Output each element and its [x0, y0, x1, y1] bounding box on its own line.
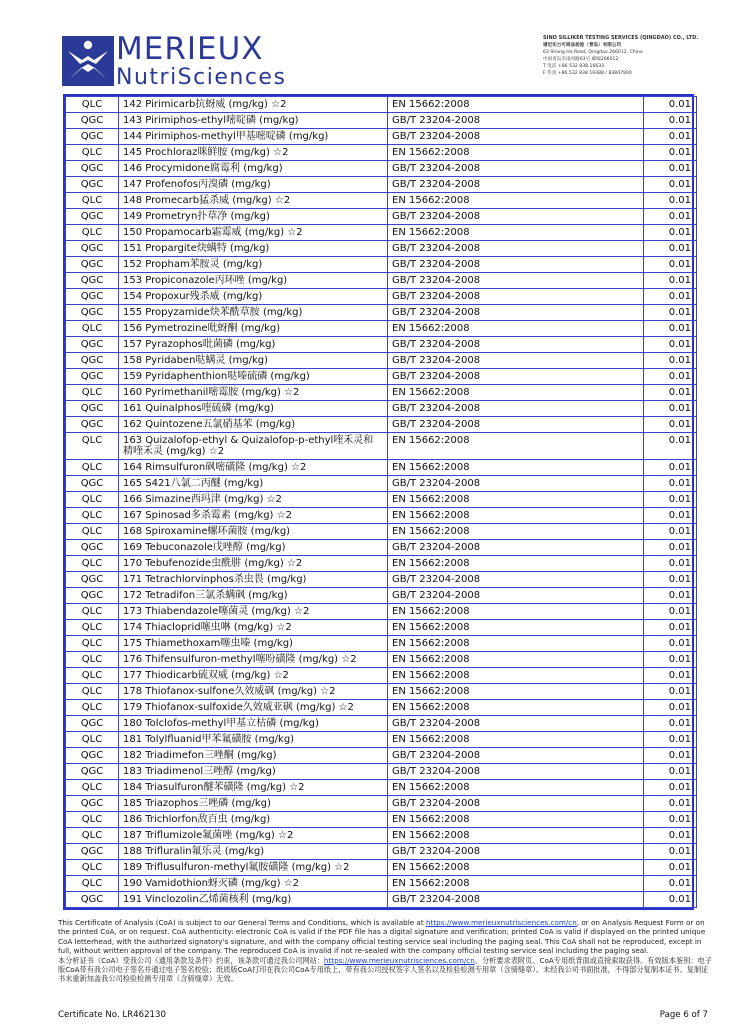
table-row [66, 321, 697, 337]
limit-cell: 0.01 [644, 524, 697, 540]
table-row [66, 193, 697, 209]
standard-cell: EN 15662:2008 [388, 145, 644, 161]
analyte-cell: 159 Pyridaphenthion哒嗪硫磷 (mg/kg) [119, 369, 388, 385]
analyte-cell: 142 Pirimicarb抗蚜威 (mg/kg) ☆2 [119, 97, 388, 113]
analyte-cell: 181 Tolylfluanid甲苯氟磺胺 (mg/kg) [119, 732, 388, 748]
standard-cell: EN 15662:2008 [388, 556, 644, 572]
limit-cell: 0.01 [644, 748, 697, 764]
method-type-cell: QGC [66, 572, 119, 588]
method-type-cell: QLC [66, 556, 119, 572]
method-type-cell: QLC [66, 460, 119, 476]
analyte-cell: 186 Trichlorfon敌百虫 (mg/kg) [119, 812, 388, 828]
standard-cell: EN 15662:2008 [388, 620, 644, 636]
standard-cell: EN 15662:2008 [388, 508, 644, 524]
limit-cell: 0.01 [644, 417, 697, 433]
table-row [66, 540, 697, 556]
limit-cell: 0.01 [644, 177, 697, 193]
limit-cell: 0.01 [644, 700, 697, 716]
table-row [66, 433, 697, 460]
method-type-cell: QLC [66, 700, 119, 716]
analyte-cell: 164 Rimsulfuron砜嘧磺隆 (mg/kg) ☆2 [119, 460, 388, 476]
standard-cell: EN 15662:2008 [388, 492, 644, 508]
table-row [66, 209, 697, 225]
limit-cell: 0.01 [644, 433, 697, 460]
page-header [0, 0, 730, 94]
standard-cell: GB/T 23204-2008 [388, 337, 644, 353]
method-type-cell: QLC [66, 636, 119, 652]
table-row [66, 257, 697, 273]
standard-cell: GB/T 23204-2008 [388, 417, 644, 433]
footer-text-cn-1: 本分析证书（CoA）受我公司《通用条款及条件》约束，该条款可通过我公司网站： [58, 955, 324, 965]
limit-cell: 0.01 [644, 492, 697, 508]
table-row [66, 716, 697, 732]
analyte-cell: 154 Propoxur残杀威 (mg/kg) [119, 289, 388, 305]
limit-cell: 0.01 [644, 684, 697, 700]
analyte-cell: 149 Prometryn扑草净 (mg/kg) [119, 209, 388, 225]
limit-cell: 0.01 [644, 209, 697, 225]
limit-cell: 0.01 [644, 716, 697, 732]
analyte-cell: 161 Quinalphos喹硫磷 (mg/kg) [119, 401, 388, 417]
table-row [66, 476, 697, 492]
limit-cell: 0.01 [644, 305, 697, 321]
table-row [66, 620, 697, 636]
table-row [66, 305, 697, 321]
standard-cell: GB/T 23204-2008 [388, 209, 644, 225]
standard-cell: EN 15662:2008 [388, 321, 644, 337]
analyte-cell: 166 Simazine西玛津 (mg/kg) ☆2 [119, 492, 388, 508]
method-type-cell: QGC [66, 353, 119, 369]
method-type-cell: QGC [66, 476, 119, 492]
standard-cell: EN 15662:2008 [388, 524, 644, 540]
analyte-cell: 167 Spinosad多杀霉素 (mg/kg) ☆2 [119, 508, 388, 524]
table-row [66, 812, 697, 828]
table-row [66, 524, 697, 540]
table-row [66, 892, 697, 908]
standard-cell: EN 15662:2008 [388, 385, 644, 401]
method-type-cell: QGC [66, 748, 119, 764]
table-row [66, 225, 697, 241]
standard-cell: EN 15662:2008 [388, 97, 644, 113]
limit-cell: 0.01 [644, 844, 697, 860]
standard-cell: GB/T 23204-2008 [388, 540, 644, 556]
method-type-cell: QGC [66, 369, 119, 385]
limit-cell: 0.01 [644, 876, 697, 892]
limit-cell: 0.01 [644, 668, 697, 684]
standard-cell: EN 15662:2008 [388, 828, 644, 844]
analyte-cell: 173 Thiabendazole噻菌灵 (mg/kg) ☆2 [119, 604, 388, 620]
table-row [66, 780, 697, 796]
table-row [66, 652, 697, 668]
method-type-cell: QGC [66, 796, 119, 812]
standard-cell: GB/T 23204-2008 [388, 716, 644, 732]
limit-cell: 0.01 [644, 289, 697, 305]
method-type-cell: QGC [66, 540, 119, 556]
table-row [66, 508, 697, 524]
footer-text-en-2: , or on Analysis Request Form or on the printed CoA, or on request. CoA authenticity: electronic CoA is valid if the PDF file has a digital signature and verification; printed CoA is valid if displayed on the printed unique CoA letterhead, with the authorized signatory's signature, and with the company official testing service seal including the paging seal. This CoA shall not be reproduced, except in full, without written approval of the company. The reproduced CoA is invalid if not re-sealed with the company official testing service seal including the paging seal. [58, 918, 706, 956]
analyte-cell: 185 Triazophos三唑磷 (mg/kg) [119, 796, 388, 812]
method-type-cell: QLC [66, 620, 119, 636]
company-name: SINO SILLIKER TESTING SERVICES (QINGDAO) CO., LTD. [543, 35, 699, 41]
table-row [66, 828, 697, 844]
table-row [66, 177, 697, 193]
results-table [65, 96, 697, 908]
standard-cell: GB/T 23204-2008 [388, 177, 644, 193]
analyte-cell: 179 Thiofanox-sulfoxide久效威亚砜 (mg/kg) ☆2 [119, 700, 388, 716]
limit-cell: 0.01 [644, 812, 697, 828]
limit-cell: 0.01 [644, 273, 697, 289]
standard-cell: GB/T 23204-2008 [388, 257, 644, 273]
limit-cell: 0.01 [644, 604, 697, 620]
limit-cell: 0.01 [644, 732, 697, 748]
limit-cell: 0.01 [644, 892, 697, 908]
table-row [66, 241, 697, 257]
limit-cell: 0.01 [644, 353, 697, 369]
analyte-cell: 190 Vamidothion蚜灭磷 (mg/kg) ☆2 [119, 876, 388, 892]
limit-cell: 0.01 [644, 129, 697, 145]
table-row [66, 129, 697, 145]
analyte-cell: 187 Triflumizole氟菌唑 (mg/kg) ☆2 [119, 828, 388, 844]
analyte-cell: 176 Thifensulfuron-methyl噻吩磺隆 (mg/kg) ☆2 [119, 652, 388, 668]
standard-cell: GB/T 23204-2008 [388, 401, 644, 417]
analyte-cell: 144 Pirimiphos-methyl甲基嘧啶磷 (mg/kg) [119, 129, 388, 145]
table-row [66, 860, 697, 876]
page-number: Page 6 of 7 [659, 1010, 708, 1020]
company-address-cn: 中国青岛市南河路63号 邮编266012 [543, 57, 619, 62]
limit-cell: 0.01 [644, 636, 697, 652]
standard-cell: EN 15662:2008 [388, 668, 644, 684]
footer-terms-link[interactable]: https://www.merieuxnutrisciences.com/cn [425, 918, 577, 927]
table-row [66, 401, 697, 417]
standard-cell: GB/T 23204-2008 [388, 353, 644, 369]
footer-chinese [58, 956, 713, 984]
brand-nutrisciences: NutriSciences [116, 65, 287, 90]
limit-cell: 0.01 [644, 540, 697, 556]
table-row [66, 844, 697, 860]
standard-cell: GB/T 23204-2008 [388, 289, 644, 305]
analyte-cell: 163 Quizalofop-ethyl & Quizalofop-p-ethyl喹禾灵和精喹禾灵 (mg/kg) ☆2 [119, 433, 388, 460]
limit-cell: 0.01 [644, 588, 697, 604]
method-type-cell: QLC [66, 812, 119, 828]
standard-cell: GB/T 23204-2008 [388, 588, 644, 604]
standard-cell: EN 15662:2008 [388, 433, 644, 460]
limit-cell: 0.01 [644, 321, 697, 337]
limit-cell: 0.01 [644, 620, 697, 636]
standard-cell: EN 15662:2008 [388, 780, 644, 796]
footer-text-en-1: This Certificate of Analysis (CoA) is subject to our General Terms and Conditions, which is available at [58, 918, 426, 927]
table-row [66, 636, 697, 652]
table-row [66, 289, 697, 305]
table-row [66, 273, 697, 289]
analyte-cell: 148 Promecarb猛杀威 (mg/kg) ☆2 [119, 193, 388, 209]
standard-cell: GB/T 23204-2008 [388, 796, 644, 812]
method-type-cell: QLC [66, 668, 119, 684]
brand-merieux: MERIEUX [116, 31, 264, 67]
results-table-body [66, 97, 697, 908]
method-type-cell: QLC [66, 732, 119, 748]
standard-cell: EN 15662:2008 [388, 193, 644, 209]
method-type-cell: QGC [66, 209, 119, 225]
standard-cell: GB/T 23204-2008 [388, 369, 644, 385]
method-type-cell: QGC [66, 241, 119, 257]
limit-cell: 0.01 [644, 401, 697, 417]
merieux-logo-icon [62, 36, 114, 86]
method-type-cell: QLC [66, 433, 119, 460]
limit-cell: 0.01 [644, 556, 697, 572]
company-info [543, 35, 728, 77]
analyte-cell: 153 Propiconazole丙环唑 (mg/kg) [119, 273, 388, 289]
analyte-cell: 183 Triadimenol三唑醇 (mg/kg) [119, 764, 388, 780]
method-type-cell: QLC [66, 828, 119, 844]
standard-cell: EN 15662:2008 [388, 812, 644, 828]
table-row [66, 684, 697, 700]
method-type-cell: QLC [66, 876, 119, 892]
limit-cell: 0.01 [644, 828, 697, 844]
limit-cell: 0.01 [644, 572, 697, 588]
method-type-cell: QLC [66, 193, 119, 209]
analyte-cell: 160 Pyrimethanil嘧霉胺 (mg/kg) ☆2 [119, 385, 388, 401]
table-row [66, 668, 697, 684]
method-type-cell: QGC [66, 844, 119, 860]
analyte-cell: 171 Tetrachlorvinphos杀虫畏 (mg/kg) [119, 572, 388, 588]
analyte-cell: 177 Thiodicarb硫双威 (mg/kg) ☆2 [119, 668, 388, 684]
method-type-cell: QGC [66, 892, 119, 908]
table-row [66, 97, 697, 113]
standard-cell: GB/T 23204-2008 [388, 892, 644, 908]
table-row [66, 700, 697, 716]
standard-cell: GB/T 23204-2008 [388, 161, 644, 177]
standard-cell: EN 15662:2008 [388, 460, 644, 476]
analyte-cell: 172 Tetradifon三氯杀螨砜 (mg/kg) [119, 588, 388, 604]
analyte-cell: 157 Pyrazophos吡菌磷 (mg/kg) [119, 337, 388, 353]
analyte-cell: 145 Prochloraz咪鲜胺 (mg/kg) ☆2 [119, 145, 388, 161]
company-name-cn: 谱尼实力可商品检验（青岛）有限公司 [543, 43, 622, 48]
analyte-cell: 152 Propham苯胺灵 (mg/kg) [119, 257, 388, 273]
method-type-cell: QLC [66, 97, 119, 113]
limit-cell: 0.01 [644, 369, 697, 385]
standard-cell: EN 15662:2008 [388, 636, 644, 652]
analyte-cell: 143 Pirimiphos-ethyl嘧啶磷 (mg/kg) [119, 113, 388, 129]
standard-cell: GB/T 23204-2008 [388, 129, 644, 145]
method-type-cell: QLC [66, 604, 119, 620]
table-row [66, 556, 697, 572]
table-row [66, 161, 697, 177]
method-type-cell: QLC [66, 492, 119, 508]
method-type-cell: QGC [66, 257, 119, 273]
limit-cell: 0.01 [644, 225, 697, 241]
analyte-cell: 168 Spiroxamine螺环菌胺 (mg/kg) [119, 524, 388, 540]
footer-english [58, 918, 713, 956]
table-row [66, 337, 697, 353]
table-row [66, 732, 697, 748]
method-type-cell: QLC [66, 684, 119, 700]
method-type-cell: QGC [66, 177, 119, 193]
analyte-cell: 155 Propyzamide炔苯酰草胺 (mg/kg) [119, 305, 388, 321]
method-type-cell: QLC [66, 780, 119, 796]
method-type-cell: QLC [66, 652, 119, 668]
method-type-cell: QGC [66, 273, 119, 289]
legal-footer [58, 918, 713, 984]
table-row [66, 764, 697, 780]
results-table-frame [63, 94, 694, 910]
company-tel: T 电话 +86 532 838 16633 [543, 64, 605, 69]
analyte-cell: 182 Triadimefon三唑酮 (mg/kg) [119, 748, 388, 764]
limit-cell: 0.01 [644, 796, 697, 812]
standard-cell: EN 15662:2008 [388, 860, 644, 876]
standard-cell: GB/T 23204-2008 [388, 844, 644, 860]
method-type-cell: QGC [66, 401, 119, 417]
table-row [66, 385, 697, 401]
method-type-cell: QGC [66, 716, 119, 732]
analyte-cell: 174 Thiacloprid噻虫啉 (mg/kg) ☆2 [119, 620, 388, 636]
standard-cell: EN 15662:2008 [388, 225, 644, 241]
limit-cell: 0.01 [644, 97, 697, 113]
limit-cell: 0.01 [644, 337, 697, 353]
method-type-cell: QGC [66, 305, 119, 321]
limit-cell: 0.01 [644, 652, 697, 668]
limit-cell: 0.01 [644, 145, 697, 161]
standard-cell: EN 15662:2008 [388, 876, 644, 892]
limit-cell: 0.01 [644, 508, 697, 524]
standard-cell: GB/T 23204-2008 [388, 572, 644, 588]
method-type-cell: QGC [66, 289, 119, 305]
analyte-cell: 170 Tebufenozide虫酰肼 (mg/kg) ☆2 [119, 556, 388, 572]
method-type-cell: QGC [66, 161, 119, 177]
limit-cell: 0.01 [644, 780, 697, 796]
standard-cell: GB/T 23204-2008 [388, 305, 644, 321]
table-row [66, 588, 697, 604]
method-type-cell: QLC [66, 385, 119, 401]
standard-cell: EN 15662:2008 [388, 684, 644, 700]
analyte-cell: 146 Procymidone腐霉利 (mg/kg) [119, 161, 388, 177]
analyte-cell: 151 Propargite炔螨特 (mg/kg) [119, 241, 388, 257]
method-type-cell: QLC [66, 225, 119, 241]
limit-cell: 0.01 [644, 385, 697, 401]
analyte-cell: 188 Trifluralin氟乐灵 (mg/kg) [119, 844, 388, 860]
analyte-cell: 180 Tolclofos-methyl甲基立枯磷 (mg/kg) [119, 716, 388, 732]
table-row [66, 604, 697, 620]
method-type-cell: QGC [66, 129, 119, 145]
limit-cell: 0.01 [644, 476, 697, 492]
company-fax: F 传真 +86 532 838 19388 / 83847900 [543, 71, 632, 76]
standard-cell: EN 15662:2008 [388, 604, 644, 620]
table-row [66, 145, 697, 161]
standard-cell: GB/T 23204-2008 [388, 113, 644, 129]
analyte-cell: 150 Propamocarb霜霉威 (mg/kg) ☆2 [119, 225, 388, 241]
footer-terms-link-cn[interactable]: https://www.merieuxnutrisciences.com/cn [323, 955, 475, 965]
table-row [66, 492, 697, 508]
method-type-cell: QGC [66, 417, 119, 433]
limit-cell: 0.01 [644, 161, 697, 177]
method-type-cell: QGC [66, 337, 119, 353]
limit-cell: 0.01 [644, 241, 697, 257]
table-row [66, 417, 697, 433]
method-type-cell: QLC [66, 145, 119, 161]
limit-cell: 0.01 [644, 113, 697, 129]
limit-cell: 0.01 [644, 193, 697, 209]
standard-cell: GB/T 23204-2008 [388, 476, 644, 492]
analyte-cell: 178 Thiofanox-sulfone久效威砜 (mg/kg) ☆2 [119, 684, 388, 700]
table-row [66, 748, 697, 764]
method-type-cell: QGC [66, 113, 119, 129]
table-row [66, 876, 697, 892]
standard-cell: EN 15662:2008 [388, 732, 644, 748]
method-type-cell: QLC [66, 524, 119, 540]
limit-cell: 0.01 [644, 460, 697, 476]
company-address: 63 Shang He Road, Qingdao 266012, China [543, 50, 643, 55]
standard-cell: EN 15662:2008 [388, 652, 644, 668]
standard-cell: GB/T 23204-2008 [388, 748, 644, 764]
table-row [66, 460, 697, 476]
analyte-cell: 175 Thiamethoxam噻虫嗪 (mg/kg) [119, 636, 388, 652]
analyte-cell: 165 S421八氯二丙醚 (mg/kg) [119, 476, 388, 492]
certificate-number: Certificate No. LR462130 [58, 1010, 166, 1020]
limit-cell: 0.01 [644, 764, 697, 780]
method-type-cell: QGC [66, 764, 119, 780]
method-type-cell: QLC [66, 860, 119, 876]
method-type-cell: QLC [66, 508, 119, 524]
footer-text-cn-2: 、分析要求表附页、CoA专用纸背面或直接索取获得。有效版本鉴别：电子版CoA带有我公司电子签名并通过电子签名校验；纸质版CoA打印在我公司CoA专用纸上，带有我公司授权签字人签名以及检验检测专用章（含骑缝章）。未经我公司书面批准，不得部分复制本证书。复制证书未重新加盖我公司检验检测专用章（含骑缝章）无效。 [58, 955, 712, 984]
analyte-cell: 191 Vinclozolin乙烯菌核利 (mg/kg) [119, 892, 388, 908]
analyte-cell: 169 Tebuconazole戊唑醇 (mg/kg) [119, 540, 388, 556]
table-row [66, 353, 697, 369]
analyte-cell: 156 Pymetrozine吡蚜酮 (mg/kg) [119, 321, 388, 337]
table-row [66, 796, 697, 812]
analyte-cell: 162 Quintozene五氯硝基苯 (mg/kg) [119, 417, 388, 433]
table-row [66, 369, 697, 385]
table-row [66, 113, 697, 129]
table-row [66, 572, 697, 588]
analyte-cell: 184 Triasulfuron醚苯磺隆 (mg/kg) ☆2 [119, 780, 388, 796]
standard-cell: GB/T 23204-2008 [388, 241, 644, 257]
limit-cell: 0.01 [644, 257, 697, 273]
standard-cell: GB/T 23204-2008 [388, 764, 644, 780]
standard-cell: EN 15662:2008 [388, 700, 644, 716]
limit-cell: 0.01 [644, 860, 697, 876]
method-type-cell: QGC [66, 588, 119, 604]
analyte-cell: 158 Pyridaben哒螨灵 (mg/kg) [119, 353, 388, 369]
analyte-cell: 147 Profenofos丙溴磷 (mg/kg) [119, 177, 388, 193]
standard-cell: GB/T 23204-2008 [388, 273, 644, 289]
method-type-cell: QLC [66, 321, 119, 337]
analyte-cell: 189 Triflusulfuron-methyl氟胺磺隆 (mg/kg) ☆2 [119, 860, 388, 876]
